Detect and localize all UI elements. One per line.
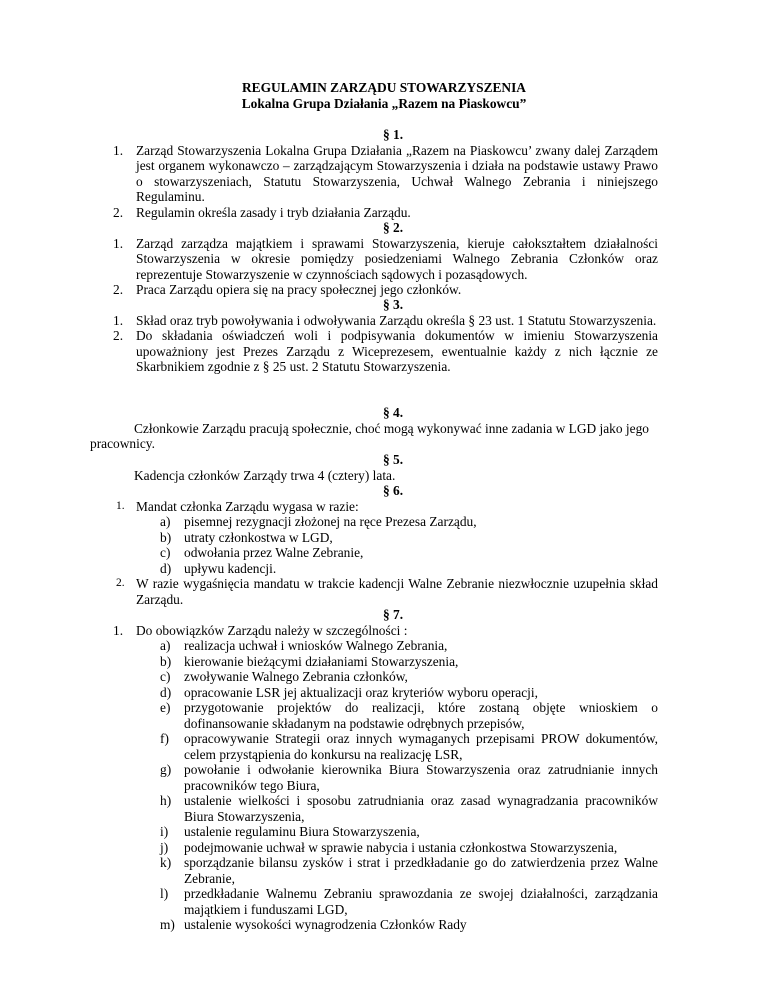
item-text: W razie wygaśnięcia mandatu w trakcie kadencji Walne Zebranie niezwłocznie uzupełnia skład Zarządu. bbox=[136, 576, 658, 607]
title-block bbox=[0, 80, 768, 111]
section-2 bbox=[0, 220, 768, 298]
letter-text: przygotowanie projektów do realizacji, które zostaną objęte wnioskiem o dofinansowanie składanym na podstawie odrębnych przepisów, bbox=[184, 700, 658, 731]
item-text: Do składania oświadczeń woli i podpisywania dokumentów w imieniu Stowarzyszenia upoważniony jest Prezes Zarządu z Wiceprezesem, ewentualnie każdy z nich łącznie ze Skarbnikiem zgodnie z § 25 ust. 2 Statutu Stowarzyszenia. bbox=[136, 328, 658, 374]
letter-text: pisemnej rezygnacji złożonej na ręce Prezesa Zarządu, bbox=[184, 514, 477, 529]
letter-item bbox=[136, 545, 658, 561]
item-text: Skład oraz tryb powoływania i odwoływania Zarządu określa § 23 ust. 1 Statutu Stowarzyszenia. bbox=[136, 312, 657, 328]
letter-text: ustalenie wysokości wynagrodzenia Członków Rady bbox=[184, 917, 467, 932]
list-item bbox=[0, 623, 768, 933]
letter-text: powołanie i odwołanie kierownika Biura Stowarzyszenia oraz zatrudnianie innych pracowników tego Biura, bbox=[184, 762, 658, 793]
letter-text: ustalenie wielkości i sposobu zatrudniania oraz zasad wynagradzania pracowników Biura Stowarzyszenia, bbox=[184, 793, 658, 824]
letter-item bbox=[136, 561, 658, 577]
item-number: 2. bbox=[113, 282, 124, 297]
letter-marker: k) bbox=[160, 855, 172, 870]
list-item bbox=[0, 143, 768, 205]
list-item bbox=[0, 236, 768, 283]
item-number: 1. bbox=[113, 142, 124, 158]
letter-text: odwołania przez Walne Zebranie, bbox=[184, 545, 364, 560]
letter-item bbox=[136, 638, 658, 654]
letter-text: podejmowanie uchwał w sprawie nabycia i ustania członkostwa Stowarzyszenia, bbox=[184, 839, 618, 855]
letter-text: ustalenie regulaminu Biura Stowarzyszenia, bbox=[184, 824, 420, 839]
section-sign: § 5. bbox=[382, 452, 404, 467]
item-number: 1. bbox=[113, 235, 124, 251]
section-text: Kadencja członków Zarządy trwa 4 (cztery) lata. bbox=[134, 467, 396, 483]
section-5 bbox=[0, 452, 768, 483]
letter-item bbox=[136, 855, 658, 886]
letter-text: upływu kadencji. bbox=[184, 560, 277, 576]
letter-item bbox=[136, 793, 658, 824]
letter-item bbox=[136, 762, 658, 793]
letter-marker: d) bbox=[160, 560, 172, 576]
section-sign: § 6. bbox=[382, 483, 404, 498]
letter-text: kierowanie bieżącymi działaniami Stowarzyszenia, bbox=[184, 653, 459, 669]
list-item bbox=[0, 576, 768, 607]
item-text: Zarząd zarządza majątkiem i sprawami Stowarzyszenia, kieruje całokształtem działalności Stowarzyszenia w okresie pomiędzy posiedzeniami Walnego Zebrania Członków oraz reprezentuje Stowarzyszenie w czynnościach sądowych i pozasądowych. bbox=[136, 235, 658, 282]
list-item bbox=[0, 499, 768, 577]
section-sign: § 3. bbox=[382, 297, 404, 312]
letter-item bbox=[136, 731, 658, 762]
letter-text: sporządzanie bilansu zysków i strat i przedkładanie go do zatwierdzenia przez Walne Zebranie, bbox=[184, 855, 658, 886]
section-text: Członkowie Zarządu pracują społecznie, choć mogą wykonywać inne zadania w LGD jako jego pracownicy. bbox=[90, 420, 649, 451]
section-sign: § 1. bbox=[382, 127, 404, 142]
section-1 bbox=[0, 127, 768, 220]
document-title: REGULAMIN ZARZĄDU STOWARZYSZENIA bbox=[242, 80, 526, 95]
letter-text: opracowanie LSR jej aktualizacji oraz kryteriów wyboru operacji, bbox=[184, 684, 538, 700]
letter-item bbox=[136, 530, 658, 546]
item-text: Zarząd Stowarzyszenia Lokalna Grupa Działania „Razem na Piaskowcu’ zwany dalej Zarządem jest organem wykonawczo – zarządzającym Stowarzyszenia i działa na podstawie ustawy Prawo o stowarzyszeniach, Statutu Stowarzyszenia, Uchwał Walnego Zebrania i niniejszego Regulaminu. bbox=[136, 142, 658, 204]
letter-item bbox=[136, 700, 658, 731]
letter-list bbox=[136, 514, 658, 576]
letter-marker: j) bbox=[160, 839, 169, 855]
section-sign: § 7. bbox=[382, 607, 404, 622]
letter-marker: d) bbox=[160, 684, 172, 700]
document-subtitle: Lokalna Grupa Działania „Razem na Piaskowcu” bbox=[241, 95, 527, 111]
item-text: Do obowiązków Zarządu należy w szczególności : bbox=[136, 622, 408, 638]
letter-marker: h) bbox=[160, 793, 172, 808]
letter-marker: g) bbox=[160, 762, 172, 777]
letter-marker: c) bbox=[160, 669, 171, 684]
letter-item bbox=[136, 886, 658, 917]
letter-marker: e) bbox=[160, 700, 171, 715]
list-item bbox=[0, 282, 768, 298]
item-number: 2. bbox=[113, 204, 124, 220]
item-text: Praca Zarządu opiera się na pracy społecznej jego członków. bbox=[136, 282, 462, 297]
letter-marker: b) bbox=[160, 529, 172, 545]
item-text: Mandat członka Zarządu wygasa w razie: bbox=[136, 498, 359, 514]
letter-text: realizacja uchwał i wniosków Walnego Zebrania, bbox=[184, 638, 448, 653]
letter-item bbox=[136, 654, 658, 670]
letter-marker: l) bbox=[160, 886, 169, 901]
section-7 bbox=[0, 607, 768, 933]
letter-item bbox=[136, 669, 658, 685]
list-item bbox=[0, 205, 768, 221]
letter-item bbox=[136, 840, 658, 856]
letter-marker: a) bbox=[160, 514, 171, 529]
item-number: 2. bbox=[116, 577, 125, 589]
letter-text: przedkładanie Walnemu Zebraniu sprawozdania ze swojej działalności, zarządzania majątkiem i funduszami LGD, bbox=[184, 886, 658, 917]
letter-item bbox=[136, 514, 658, 530]
item-text: Regulamin określa zasady i tryb działania Zarządu. bbox=[136, 204, 411, 220]
section-4 bbox=[0, 405, 768, 452]
letter-text: zwoływanie Walnego Zebrania członków, bbox=[184, 669, 408, 684]
letter-item bbox=[136, 685, 658, 701]
letter-marker: c) bbox=[160, 545, 171, 560]
letter-marker: a) bbox=[160, 638, 171, 653]
item-number: 1. bbox=[116, 499, 125, 512]
section-sign: § 4. bbox=[382, 405, 404, 420]
list-item bbox=[0, 313, 768, 329]
letter-text: opracowywanie Strategii oraz innych wymaganych przepisami PROW dokumentów, celem przystąpienia do konkursu na realizację LSR, bbox=[184, 731, 658, 762]
letter-text: utraty członkostwa w LGD, bbox=[184, 529, 333, 545]
section-6 bbox=[0, 483, 768, 607]
item-number: 1. bbox=[113, 622, 124, 638]
item-number: 1. bbox=[113, 312, 124, 328]
letter-item bbox=[136, 917, 658, 933]
letter-list bbox=[136, 638, 658, 933]
item-number: 2. bbox=[113, 328, 124, 343]
section-3 bbox=[0, 297, 768, 375]
letter-marker: b) bbox=[160, 653, 172, 669]
letter-marker: f) bbox=[160, 731, 169, 746]
letter-item bbox=[136, 824, 658, 840]
letter-marker: m) bbox=[160, 917, 175, 932]
list-item bbox=[0, 328, 768, 375]
letter-marker: i) bbox=[160, 824, 169, 839]
section-sign: § 2. bbox=[382, 220, 404, 235]
